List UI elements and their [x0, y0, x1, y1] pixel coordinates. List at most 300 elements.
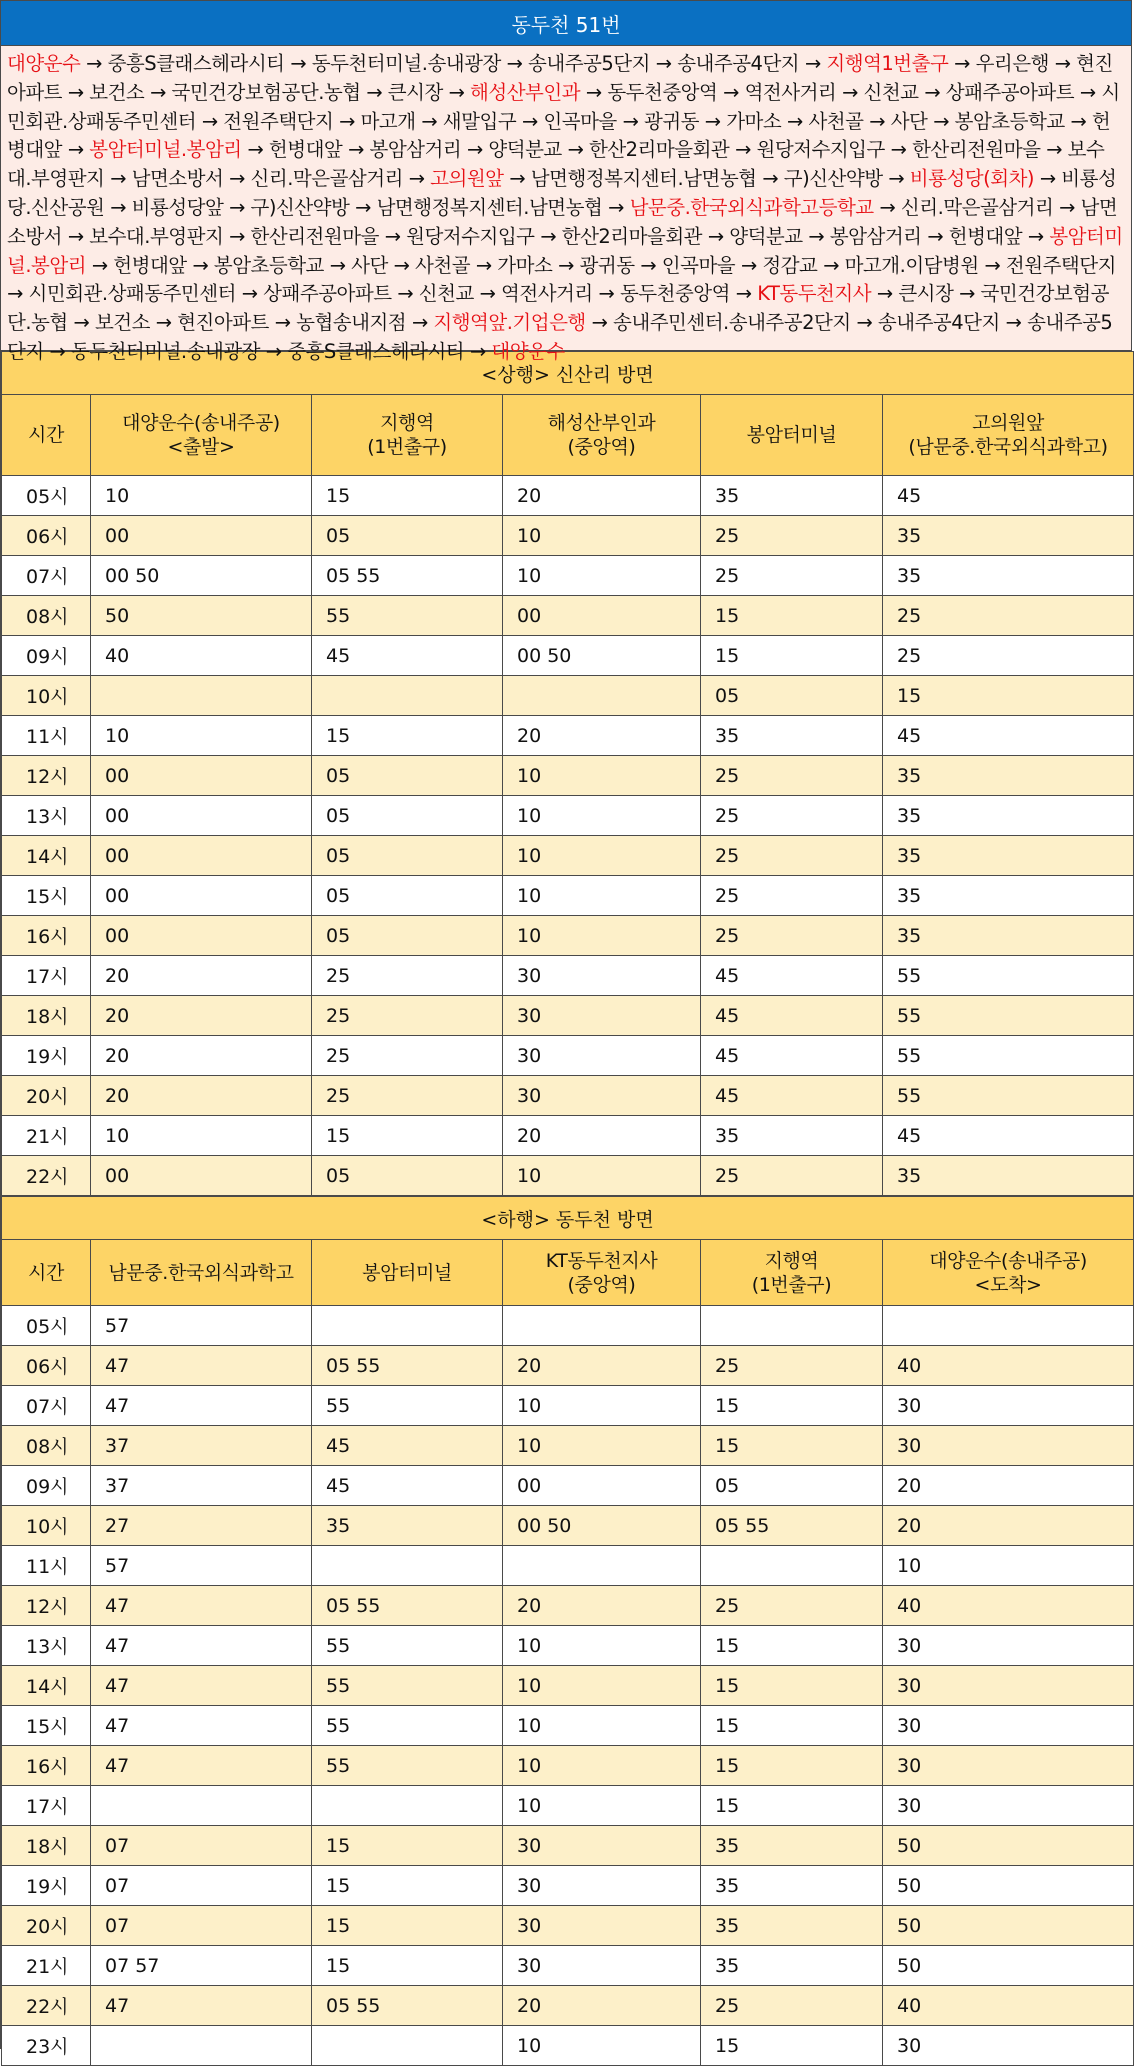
route-stop-sequence: → 헌병대앞 → 봉암삼거리 → 양덕분교 → 한산2리마을회관 → 원당저수지입구 → 한산리전원마을 → 보수대.부영판지 → 남면소방서 → 신리.막은골삼거리 → — [7, 138, 1105, 191]
departure-minutes-cell: 35 — [883, 1156, 1134, 1196]
departure-minutes-cell: 20 — [503, 1346, 701, 1386]
departure-minutes-cell: 40 — [883, 1346, 1134, 1386]
upbound-header-time: 시간 — [2, 395, 91, 476]
route-major-stop: 지행역앞.기업은행 — [433, 311, 586, 335]
table-row — [2, 1666, 1134, 1706]
departure-minutes-cell — [503, 1306, 701, 1346]
departure-minutes-cell — [312, 1786, 503, 1826]
departure-minutes-cell: 30 — [883, 2026, 1134, 2066]
route-stop-sequence: → 동두천중앙역 → 역전사거리 → 신천교 → 상패주공아파트 → 시민회관.상패동주민센터 → 전원주택단지 → 마고개 → 새말입구 → 인곡마을 → 광귀동 → 가마소 → 사천골 → 사단 → 봉암초등학교 → 헌병대앞 → — [7, 80, 1120, 162]
departure-minutes-cell: 10 — [503, 796, 701, 836]
hour-cell: 05시 — [2, 476, 91, 516]
departure-minutes-cell: 25 — [312, 1036, 503, 1076]
departure-minutes-cell: 25 — [701, 1986, 883, 2026]
departure-minutes-cell: 15 — [701, 596, 883, 636]
departure-minutes-cell: 10 — [503, 1156, 701, 1196]
departure-minutes-cell: 10 — [503, 876, 701, 916]
table-row — [2, 1706, 1134, 1746]
departure-minutes-cell: 57 — [91, 1306, 312, 1346]
upbound-header-stop: 고의원앞 (남문중.한국외식과학고) — [883, 395, 1134, 476]
departure-minutes-cell: 15 — [312, 716, 503, 756]
departure-minutes-cell: 20 — [503, 716, 701, 756]
departure-minutes-cell: 45 — [701, 1036, 883, 1076]
departure-minutes-cell: 15 — [312, 1866, 503, 1906]
departure-minutes-cell — [312, 1306, 503, 1346]
upbound-timetable — [1, 351, 1134, 1196]
hour-cell: 08시 — [2, 1426, 91, 1466]
downbound-section-header — [2, 1197, 1134, 1240]
table-row — [2, 596, 1134, 636]
departure-minutes-cell: 05 — [312, 796, 503, 836]
route-stop-sequence: → 우리은행 → 현진아파트 → 보건소 → 국민건강보험공단.농협 → 큰시장 → — [7, 52, 1113, 104]
table-row — [2, 1626, 1134, 1666]
table-row — [2, 1306, 1134, 1346]
table-row — [2, 1156, 1134, 1196]
departure-minutes-cell: 30 — [503, 1906, 701, 1946]
departure-minutes-cell — [91, 2026, 312, 2066]
departure-minutes-cell: 30 — [503, 996, 701, 1036]
departure-minutes-cell: 35 — [701, 476, 883, 516]
hour-cell: 18시 — [2, 1826, 91, 1866]
departure-minutes-cell: 00 50 — [91, 556, 312, 596]
departure-minutes-cell: 25 — [312, 1076, 503, 1116]
departure-minutes-cell: 50 — [883, 1866, 1134, 1906]
upbound-header-stop: 해성산부인과 (중앙역) — [503, 395, 701, 476]
departure-minutes-cell: 35 — [883, 516, 1134, 556]
table-row — [2, 1986, 1134, 2026]
departure-minutes-cell: 05 — [701, 676, 883, 716]
departure-minutes-cell: 15 — [701, 1426, 883, 1466]
departure-minutes-cell: 20 — [503, 476, 701, 516]
table-row — [2, 476, 1134, 516]
downbound-header-stop: 지행역 (1번출구) — [701, 1240, 883, 1306]
departure-minutes-cell: 15 — [701, 636, 883, 676]
route-major-stop: 해성산부인과 — [470, 80, 581, 104]
hour-cell: 07시 — [2, 1386, 91, 1426]
departure-minutes-cell: 00 — [91, 836, 312, 876]
departure-minutes-cell: 00 — [91, 756, 312, 796]
departure-minutes-cell: 05 — [312, 836, 503, 876]
hour-cell: 21시 — [2, 1946, 91, 1986]
table-row — [2, 1466, 1134, 1506]
route-stop-sequence: → 신리.막은골삼거리 → 남면소방서 → 보수대.부영판지 → 한산리전원마을 → 원당저수지입구 → 한산2리마을회관 → 양덕분교 → 봉암삼거리 → 헌병대앞 → — [7, 195, 1118, 248]
departure-minutes-cell — [503, 676, 701, 716]
departure-minutes-cell: 20 — [91, 1076, 312, 1116]
departure-minutes-cell: 10 — [883, 1546, 1134, 1586]
departure-minutes-cell: 30 — [503, 956, 701, 996]
departure-minutes-cell: 00 — [91, 516, 312, 556]
departure-minutes-cell: 05 55 — [312, 1986, 503, 2026]
table-row — [2, 1346, 1134, 1386]
route-major-stop: 대양운수 — [7, 52, 81, 75]
departure-minutes-cell: 30 — [883, 1706, 1134, 1746]
departure-minutes-cell: 35 — [701, 1826, 883, 1866]
table-row — [2, 956, 1134, 996]
table-row — [2, 1826, 1134, 1866]
downbound-header-stop: KT동두천지사 (중앙역) — [503, 1240, 701, 1306]
hour-cell: 16시 — [2, 1746, 91, 1786]
departure-minutes-cell: 05 55 — [312, 556, 503, 596]
hour-cell: 13시 — [2, 1626, 91, 1666]
hour-cell: 10시 — [2, 676, 91, 716]
departure-minutes-cell: 05 — [312, 916, 503, 956]
departure-minutes-cell: 10 — [503, 1386, 701, 1426]
departure-minutes-cell: 55 — [883, 1076, 1134, 1116]
table-row — [2, 2026, 1134, 2066]
departure-minutes-cell — [312, 676, 503, 716]
departure-minutes-cell: 45 — [701, 956, 883, 996]
departure-minutes-cell: 15 — [701, 2026, 883, 2066]
departure-minutes-cell: 47 — [91, 1666, 312, 1706]
route-stop-sequence: → 남면행정복지센터.남면농협 → 구)신산약방 → — [503, 167, 910, 191]
table-row — [2, 1586, 1134, 1626]
downbound-timetable — [1, 1196, 1134, 2066]
departure-minutes-cell: 35 — [701, 1866, 883, 1906]
departure-minutes-cell: 10 — [503, 836, 701, 876]
downbound-header-time: 시간 — [2, 1240, 91, 1306]
hour-cell: 15시 — [2, 876, 91, 916]
hour-cell: 20시 — [2, 1906, 91, 1946]
table-row — [2, 1506, 1134, 1546]
departure-minutes-cell: 00 — [91, 876, 312, 916]
departure-minutes-cell: 10 — [503, 556, 701, 596]
departure-minutes-cell: 37 — [91, 1466, 312, 1506]
departure-minutes-cell: 30 — [883, 1386, 1134, 1426]
departure-minutes-cell — [312, 1546, 503, 1586]
departure-minutes-cell: 55 — [883, 956, 1134, 996]
route-stop-sequence: → 중흥S클래스헤라시티 → 동두천터미널.송내광장 → 송내주공5단지 → 송내주공4단지 → — [80, 52, 827, 75]
departure-minutes-cell: 35 — [883, 756, 1134, 796]
departure-minutes-cell: 20 — [883, 1506, 1134, 1546]
departure-minutes-cell: 20 — [883, 1466, 1134, 1506]
departure-minutes-cell: 30 — [883, 1626, 1134, 1666]
departure-minutes-cell: 45 — [312, 1426, 503, 1466]
route-stop-sequence: → 비룡성당.신산공원 → 비룡성당앞 → 구)신산약방 → 남면행정복지센터.남면농협 → — [7, 167, 1117, 219]
table-row — [2, 796, 1134, 836]
table-row — [2, 1076, 1134, 1116]
departure-minutes-cell: 50 — [883, 1946, 1134, 1986]
departure-minutes-cell: 15 — [701, 1706, 883, 1746]
departure-minutes-cell: 05 55 — [312, 1586, 503, 1626]
departure-minutes-cell: 30 — [883, 1786, 1134, 1826]
downbound-section-title: <하행> 동두천 방면 — [2, 1197, 1134, 1240]
table-row — [2, 1906, 1134, 1946]
departure-minutes-cell: 15 — [312, 1116, 503, 1156]
departure-minutes-cell: 25 — [701, 796, 883, 836]
hour-cell: 19시 — [2, 1036, 91, 1076]
downbound-header-stop: 봉암터미널 — [312, 1240, 503, 1306]
departure-minutes-cell: 35 — [883, 836, 1134, 876]
departure-minutes-cell: 30 — [503, 1946, 701, 1986]
table-row — [2, 996, 1134, 1036]
departure-minutes-cell: 55 — [883, 1036, 1134, 1076]
table-row — [2, 756, 1134, 796]
departure-minutes-cell: 10 — [503, 1746, 701, 1786]
hour-cell: 06시 — [2, 516, 91, 556]
departure-minutes-cell: 50 — [883, 1826, 1134, 1866]
departure-minutes-cell: 35 — [883, 556, 1134, 596]
departure-minutes-cell: 07 57 — [91, 1946, 312, 1986]
departure-minutes-cell: 07 — [91, 1906, 312, 1946]
departure-minutes-cell: 15 — [701, 1626, 883, 1666]
departure-minutes-cell: 30 — [883, 1666, 1134, 1706]
hour-cell: 21시 — [2, 1116, 91, 1156]
departure-minutes-cell: 25 — [701, 1586, 883, 1626]
departure-minutes-cell: 20 — [91, 956, 312, 996]
table-row — [2, 1426, 1134, 1466]
departure-minutes-cell: 30 — [503, 1866, 701, 1906]
departure-minutes-cell: 10 — [503, 2026, 701, 2066]
departure-minutes-cell: 05 — [312, 516, 503, 556]
hour-cell: 22시 — [2, 1986, 91, 2026]
departure-minutes-cell: 45 — [312, 1466, 503, 1506]
departure-minutes-cell: 55 — [312, 596, 503, 636]
hour-cell: 05시 — [2, 1306, 91, 1346]
departure-minutes-cell — [91, 676, 312, 716]
departure-minutes-cell: 35 — [701, 716, 883, 756]
departure-minutes-cell: 10 — [503, 916, 701, 956]
departure-minutes-cell: 55 — [312, 1626, 503, 1666]
table-row — [2, 836, 1134, 876]
departure-minutes-cell: 55 — [312, 1746, 503, 1786]
hour-cell: 10시 — [2, 1506, 91, 1546]
route-major-stop: 지행역1번출구 — [826, 52, 949, 75]
departure-minutes-cell: 20 — [503, 1586, 701, 1626]
departure-minutes-cell: 47 — [91, 1386, 312, 1426]
departure-minutes-cell: 30 — [883, 1746, 1134, 1786]
departure-minutes-cell: 35 — [701, 1906, 883, 1946]
departure-minutes-cell: 20 — [503, 1986, 701, 2026]
departure-minutes-cell: 15 — [701, 1386, 883, 1426]
departure-minutes-cell: 47 — [91, 1706, 312, 1746]
departure-minutes-cell: 05 55 — [312, 1346, 503, 1386]
route-major-stop: 봉암터미널.봉암리 — [7, 224, 1123, 277]
page-title: 동두천 51번 — [1, 1, 1131, 46]
route-stop-sequence: → 헌병대앞 → 봉암초등학교 → 사단 → 사천골 → 가마소 → 광귀동 → 인곡마을 → 정감교 → 마고개.이담병원 → 전원주택단지 → 시민회관.상패동주민센터 → 상패주공아파트 → 신천교 → 역전사거리 → 동두천중앙역 → — [7, 253, 1116, 306]
table-row — [2, 1116, 1134, 1156]
departure-minutes-cell: 25 — [312, 996, 503, 1036]
table-row — [2, 1866, 1134, 1906]
departure-minutes-cell: 15 — [312, 1906, 503, 1946]
departure-minutes-cell: 07 — [91, 1866, 312, 1906]
departure-minutes-cell: 55 — [312, 1386, 503, 1426]
departure-minutes-cell: 25 — [701, 516, 883, 556]
departure-minutes-cell — [701, 1306, 883, 1346]
departure-minutes-cell: 40 — [883, 1986, 1134, 2026]
route-major-stop: 대양운수 — [491, 339, 565, 363]
hour-cell: 23시 — [2, 2026, 91, 2066]
departure-minutes-cell: 25 — [883, 636, 1134, 676]
departure-minutes-cell: 30 — [503, 1826, 701, 1866]
departure-minutes-cell: 45 — [312, 636, 503, 676]
departure-minutes-cell: 25 — [701, 1156, 883, 1196]
hour-cell: 14시 — [2, 1666, 91, 1706]
departure-minutes-cell: 45 — [883, 476, 1134, 516]
departure-minutes-cell: 20 — [91, 1036, 312, 1076]
hour-cell: 20시 — [2, 1076, 91, 1116]
table-row — [2, 1386, 1134, 1426]
table-row — [2, 1946, 1134, 1986]
departure-minutes-cell: 10 — [91, 476, 312, 516]
departure-minutes-cell: 45 — [883, 1116, 1134, 1156]
departure-minutes-cell: 45 — [701, 996, 883, 1036]
departure-minutes-cell: 15 — [312, 1946, 503, 1986]
hour-cell: 09시 — [2, 636, 91, 676]
table-row — [2, 916, 1134, 956]
departure-minutes-cell: 40 — [91, 636, 312, 676]
downbound-header-stop: 대양운수(송내주공) <도착> — [883, 1240, 1134, 1306]
departure-minutes-cell: 55 — [312, 1706, 503, 1746]
upbound-column-headers — [2, 395, 1134, 476]
upbound-header-stop: 봉암터미널 — [701, 395, 883, 476]
hour-cell: 14시 — [2, 836, 91, 876]
departure-minutes-cell: 00 — [503, 1466, 701, 1506]
departure-minutes-cell: 10 — [503, 1786, 701, 1826]
departure-minutes-cell: 15 — [701, 1746, 883, 1786]
departure-minutes-cell: 25 — [701, 916, 883, 956]
departure-minutes-cell: 47 — [91, 1986, 312, 2026]
departure-minutes-cell: 25 — [701, 876, 883, 916]
table-row — [2, 676, 1134, 716]
departure-minutes-cell: 25 — [701, 756, 883, 796]
departure-minutes-cell: 55 — [312, 1666, 503, 1706]
table-row — [2, 1746, 1134, 1786]
departure-minutes-cell: 45 — [701, 1076, 883, 1116]
departure-minutes-cell: 00 — [91, 1156, 312, 1196]
departure-minutes-cell: 00 — [91, 916, 312, 956]
departure-minutes-cell: 47 — [91, 1746, 312, 1786]
departure-minutes-cell: 05 — [312, 756, 503, 796]
departure-minutes-cell: 35 — [701, 1116, 883, 1156]
hour-cell: 13시 — [2, 796, 91, 836]
departure-minutes-cell — [312, 2026, 503, 2066]
departure-minutes-cell: 00 — [91, 796, 312, 836]
departure-minutes-cell: 25 — [701, 836, 883, 876]
departure-minutes-cell: 35 — [701, 1946, 883, 1986]
downbound-header-stop: 남문중.한국외식과학고 — [91, 1240, 312, 1306]
departure-minutes-cell: 10 — [503, 516, 701, 556]
table-row — [2, 1036, 1134, 1076]
departure-minutes-cell: 05 — [701, 1466, 883, 1506]
departure-minutes-cell: 05 — [312, 1156, 503, 1196]
departure-minutes-cell: 10 — [91, 716, 312, 756]
departure-minutes-cell: 15 — [701, 1786, 883, 1826]
departure-minutes-cell: 20 — [91, 996, 312, 1036]
hour-cell: 11시 — [2, 1546, 91, 1586]
departure-minutes-cell: 50 — [883, 1906, 1134, 1946]
departure-minutes-cell — [503, 1546, 701, 1586]
table-row — [2, 556, 1134, 596]
departure-minutes-cell: 27 — [91, 1506, 312, 1546]
hour-cell: 07시 — [2, 556, 91, 596]
route-stop-sequence: → 큰시장 → 국민건강보험공단.농협 → 보건소 → 현진아파트 → 농협송내지점 → — [7, 282, 1109, 335]
departure-minutes-cell: 10 — [503, 1706, 701, 1746]
upbound-section-title: <상행> 신산리 방면 — [2, 352, 1134, 395]
departure-minutes-cell: 05 — [312, 876, 503, 916]
route-major-stop: 봉암터미널.봉암리 — [89, 138, 242, 162]
route-description — [1, 46, 1131, 363]
hour-cell: 12시 — [2, 756, 91, 796]
hour-cell: 15시 — [2, 1706, 91, 1746]
departure-minutes-cell: 00 50 — [503, 1506, 701, 1546]
hour-cell: 19시 — [2, 1866, 91, 1906]
departure-minutes-cell: 57 — [91, 1546, 312, 1586]
departure-minutes-cell: 50 — [91, 596, 312, 636]
hour-cell: 08시 — [2, 596, 91, 636]
departure-minutes-cell: 15 — [312, 1826, 503, 1866]
departure-minutes-cell: 25 — [312, 956, 503, 996]
downbound-column-headers — [2, 1240, 1134, 1306]
departure-minutes-cell: 35 — [883, 876, 1134, 916]
hour-cell: 06시 — [2, 1346, 91, 1386]
departure-minutes-cell: 30 — [503, 1036, 701, 1076]
departure-minutes-cell: 47 — [91, 1626, 312, 1666]
departure-minutes-cell: 37 — [91, 1426, 312, 1466]
departure-minutes-cell: 15 — [883, 676, 1134, 716]
hour-cell: 12시 — [2, 1586, 91, 1626]
upbound-header-stop: 지행역 (1번출구) — [312, 395, 503, 476]
departure-minutes-cell: 15 — [312, 476, 503, 516]
upbound-header-stop: 대양운수(송내주공) <출발> — [91, 395, 312, 476]
route-stop-sequence: → 송내주민센터.송내주공2단지 → 송내주공4단지 → 송내주공5단지 → 동두천터미널.송내광장 → 중흥S클래스헤라시티 → — [7, 311, 1113, 363]
departure-minutes-cell: 35 — [312, 1506, 503, 1546]
departure-minutes-cell: 10 — [503, 1626, 701, 1666]
table-row — [2, 1786, 1134, 1826]
departure-minutes-cell: 47 — [91, 1586, 312, 1626]
departure-minutes-cell — [91, 1786, 312, 1826]
departure-minutes-cell: 00 — [503, 596, 701, 636]
departure-minutes-cell: 25 — [883, 596, 1134, 636]
table-row — [2, 876, 1134, 916]
departure-minutes-cell: 47 — [91, 1346, 312, 1386]
departure-minutes-cell: 35 — [883, 796, 1134, 836]
departure-minutes-cell: 35 — [883, 916, 1134, 956]
departure-minutes-cell: 07 — [91, 1826, 312, 1866]
departure-minutes-cell: 45 — [883, 716, 1134, 756]
departure-minutes-cell: 40 — [883, 1586, 1134, 1626]
departure-minutes-cell: 15 — [701, 1666, 883, 1706]
departure-minutes-cell: 25 — [701, 556, 883, 596]
departure-minutes-cell: 10 — [503, 756, 701, 796]
departure-minutes-cell: 05 55 — [701, 1506, 883, 1546]
hour-cell: 11시 — [2, 716, 91, 756]
hour-cell: 17시 — [2, 1786, 91, 1826]
hour-cell: 16시 — [2, 916, 91, 956]
departure-minutes-cell: 30 — [883, 1426, 1134, 1466]
hour-cell: 17시 — [2, 956, 91, 996]
route-major-stop: 남문중.한국외식과학고등학교 — [629, 195, 874, 219]
hour-cell: 09시 — [2, 1466, 91, 1506]
table-row — [2, 636, 1134, 676]
departure-minutes-cell — [701, 1546, 883, 1586]
departure-minutes-cell — [883, 1306, 1134, 1346]
table-row — [2, 716, 1134, 756]
table-row — [2, 1546, 1134, 1586]
departure-minutes-cell: 00 50 — [503, 636, 701, 676]
departure-minutes-cell: 30 — [503, 1076, 701, 1116]
departure-minutes-cell: 25 — [701, 1346, 883, 1386]
route-major-stop: 고의원앞 — [430, 167, 504, 191]
table-row — [2, 516, 1134, 556]
departure-minutes-cell: 10 — [91, 1116, 312, 1156]
departure-minutes-cell: 10 — [503, 1426, 701, 1466]
hour-cell: 22시 — [2, 1156, 91, 1196]
departure-minutes-cell: 20 — [503, 1116, 701, 1156]
departure-minutes-cell: 10 — [503, 1666, 701, 1706]
route-major-stop: KT동두천지사 — [757, 282, 872, 306]
departure-minutes-cell: 55 — [883, 996, 1134, 1036]
hour-cell: 18시 — [2, 996, 91, 1036]
